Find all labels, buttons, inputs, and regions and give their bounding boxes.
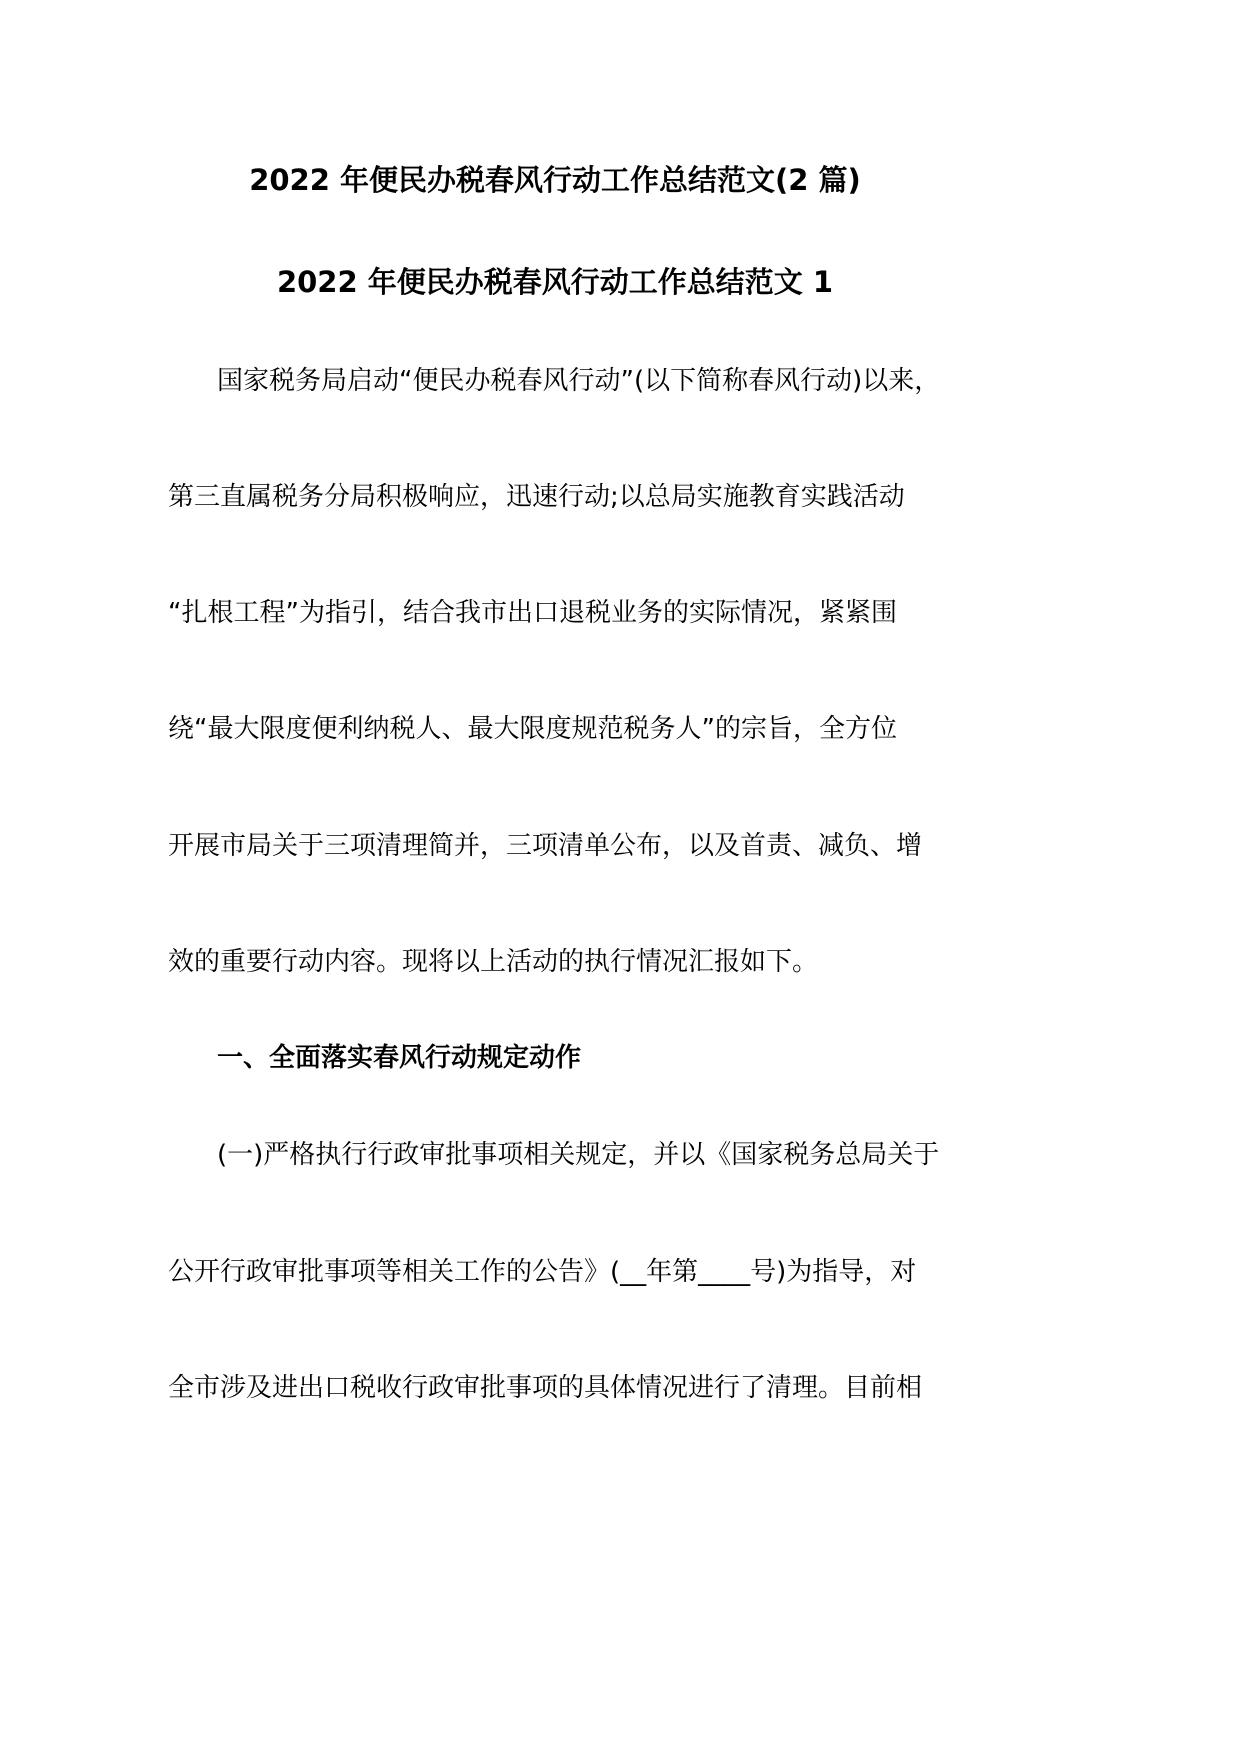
body-line: 国家税务局启动“便民办税春风行动”(以下简称春风行动)以来，: [217, 366, 941, 396]
document-subtitle: 2022 年便民办税春风行动工作总结范文 1: [276, 265, 834, 299]
body-line: 开展市局关于三项清理简并，三项清单公布，以及首责、减负、增: [168, 831, 923, 861]
body-line: (一)严格执行行政审批事项相关规定，并以《国家税务总局关于: [217, 1140, 940, 1170]
document-title: 2022 年便民办税春风行动工作总结范文(2 篇): [249, 163, 861, 197]
body-line: 绕“最大限度便利纳税人、最大限度规范税务人”的宗旨，全方位: [168, 714, 897, 744]
body-line: 全市涉及进出口税收行政审批事项的具体情况进行了清理。目前相: [168, 1373, 923, 1403]
body-line: 效的重要行动内容。现将以上活动的执行情况汇报如下。: [168, 947, 819, 977]
section-heading: 一、全面落实春风行动规定动作: [217, 1043, 582, 1073]
body-line: “扎根工程”为指引，结合我市出口退税业务的实际情况，紧紧围: [168, 598, 897, 628]
body-line: 公开行政审批事项等相关工作的公告》(__年第____号)为指导，对: [168, 1257, 917, 1287]
body-line: 第三直属税务分局积极响应，迅速行动;以总局实施教育实践活动: [168, 482, 905, 512]
